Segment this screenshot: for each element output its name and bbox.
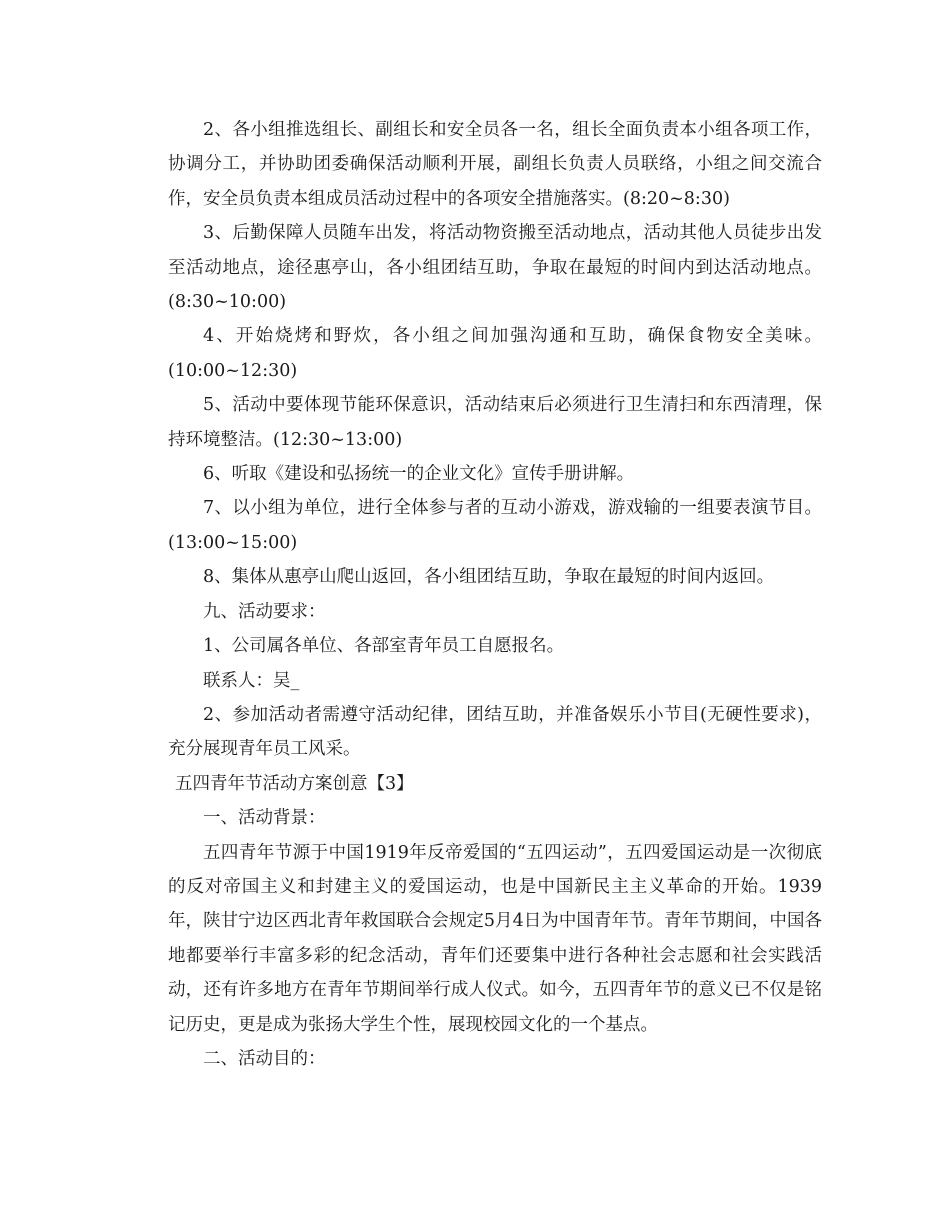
- paragraph-item-6: 6、听取《建设和弘扬统一的企业文化》宣传手册讲解。: [203, 464, 635, 485]
- requirement-item-2: 2、参加活动者需遵守活动纪律，团结互助，并准备娱乐小节目(无硬性要求)，充分展现青年员工风采。: [168, 704, 822, 760]
- background-paragraph: 五四青年节源于中国1919年反帝爱国的“五四运动”，五四爱国运动是一次彻底的反对帝国主义和封建主义的爱国运动，也是中国新民主主义革命的开始。1939年，陕甘宁边区西北青年救国联合会规定5月4日为中国青年节。青年节期间，中国各地都要举行丰富多彩的纪念活动，青年们还要集中进行各种社会志愿和社会实践活动，还有许多地方在青年节期间举行成人仪式。如今，五四青年节的意义已不仅是铭记历史，更是成为张扬大学生个性，展现校园文化的一个基点。: [168, 842, 822, 1035]
- paragraph-item-4: 4、开始烧烤和野炊，各小组之间加强沟通和互助，确保食物安全美味。(10:00~12:30): [168, 326, 822, 381]
- paragraph-item-2: 2、各小组推选组长、副组长和安全员各一名，组长全面负责本小组各项工作，协调分工，并协助团委确保活动顺利开展，副组长负责人员联络，小组之间交流合作，安全员负责本组成员活动过程中的各项安全措施落实。(8:20~8:30): [168, 120, 822, 209]
- requirement-item-1: 1、公司属各单位、各部室青年员工自愿报名。: [203, 636, 565, 657]
- document-body: [168, 113, 822, 1076]
- section-heading-purpose: 二、活动目的：: [203, 1048, 326, 1069]
- section-heading-background: 一、活动背景：: [203, 808, 326, 829]
- section-heading-requirements: 九、活动要求：: [203, 601, 326, 622]
- contact-line: 联系人：吴_: [203, 670, 300, 691]
- paragraph-item-3: 3、后勤保障人员随车出发，将活动物资搬至活动地点，活动其他人员徒步出发至活动地点，途径惠亭山，各小组团结互助，争取在最短的时间内到达活动地点。(8:30~10:00): [168, 223, 822, 313]
- paragraph-item-7: 7、以小组为单位，进行全体参与者的互动小游戏，游戏输的一组要表演节目。(13:00~15:00): [168, 498, 822, 553]
- paragraph-item-8: 8、集体从惠亭山爬山返回，各小组团结互助，争取在最短的时间内返回。: [203, 567, 775, 588]
- paragraph-item-5: 5、活动中要体现节能环保意识，活动结束后必须进行卫生清扫和东西清理，保持环境整洁。(12:30~13:00): [168, 395, 822, 450]
- plan-title: 五四青年节活动方案创意【3】: [175, 773, 414, 794]
